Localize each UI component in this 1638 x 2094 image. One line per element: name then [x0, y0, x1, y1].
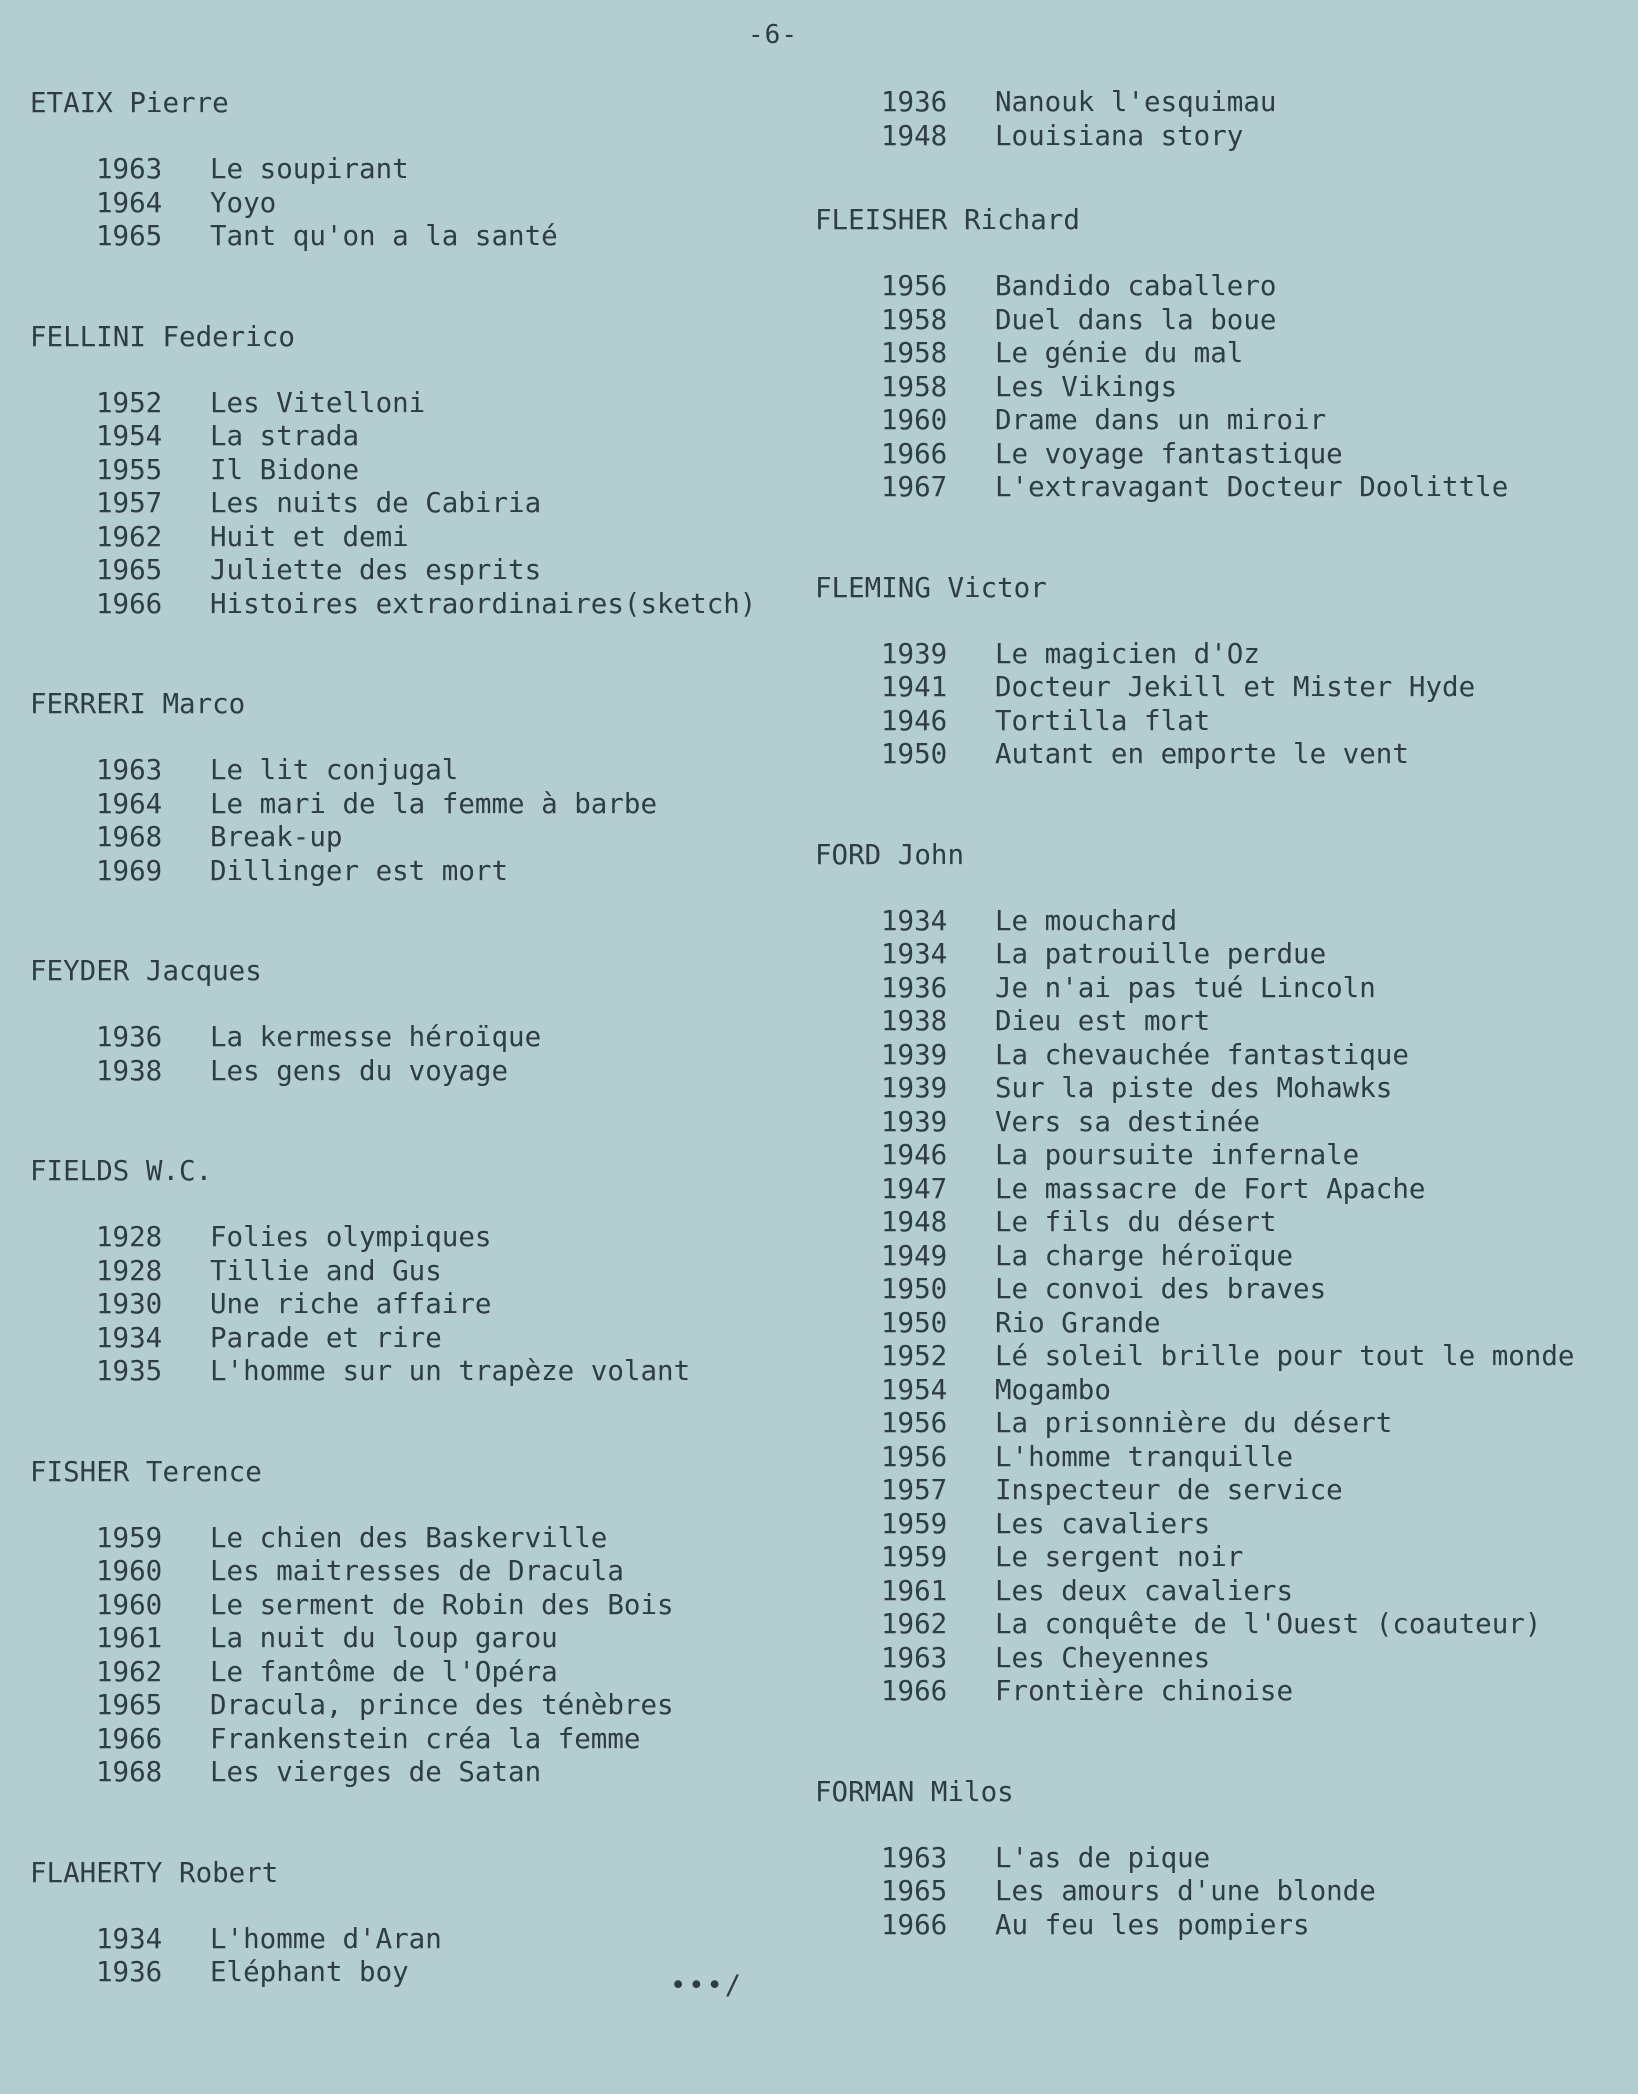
film-year: 1961	[96, 1622, 163, 1654]
film-entry	[30, 1622, 790, 1656]
film-year: 1964	[96, 186, 163, 219]
film-title: Les amours d'une blonde	[995, 1875, 1376, 1907]
film-year: 1958	[881, 370, 948, 403]
film-entry	[815, 1474, 1615, 1508]
film-entry	[815, 905, 1615, 939]
film-title: Juliette des esprits	[210, 554, 542, 586]
film-year: 1938	[881, 1005, 948, 1037]
film-title: Dieu est mort	[995, 1005, 1211, 1037]
film-entry	[815, 304, 1615, 338]
film-title: Les Cheyennes	[995, 1641, 1211, 1674]
film-title: L'homme d'Aran	[210, 1922, 442, 1955]
film-title: Huit et demi	[210, 520, 409, 553]
director-block	[815, 838, 1615, 1709]
director-name: FLEISHER Richard	[815, 204, 1080, 236]
film-title: La poursuite infernale	[995, 1139, 1360, 1171]
film-entry	[30, 220, 790, 254]
film-title: Les nuits de Cabiria	[210, 487, 542, 519]
film-year: 1956	[881, 270, 948, 302]
film-entry	[815, 1273, 1615, 1307]
film-title: Le lit conjugal	[210, 754, 459, 786]
director-block	[815, 86, 1615, 153]
film-title: Les maitresses de Dracula	[210, 1555, 624, 1587]
film-title: Frankenstein créa la femme	[210, 1722, 641, 1755]
film-year: 1939	[881, 1072, 948, 1104]
film-title: Le serment de Robin des Bois	[210, 1588, 674, 1621]
film-year: 1946	[881, 704, 948, 737]
right-column	[815, 86, 1615, 2008]
film-entry	[815, 1642, 1615, 1676]
film-year: 1962	[96, 1655, 163, 1688]
film-year: 1936	[96, 1956, 163, 1988]
film-year: 1948	[881, 1206, 948, 1238]
film-list	[815, 1842, 1615, 1943]
film-title: Je n'ai pas tué Lincoln	[995, 971, 1376, 1004]
film-year: 1947	[881, 1172, 948, 1205]
film-list	[30, 387, 790, 622]
director-block	[30, 954, 790, 1088]
film-title: Drame dans un miroir	[995, 404, 1327, 436]
film-title: La conquête de l'Ouest (coauteur)	[995, 1608, 1542, 1640]
film-title: Autant en emporte le vent	[995, 738, 1409, 770]
film-entry	[815, 1106, 1615, 1140]
film-entry	[30, 487, 790, 521]
film-title: Tillie and Gus	[210, 1254, 442, 1287]
film-title: Les cavaliers	[995, 1507, 1211, 1540]
film-title: Les gens du voyage	[210, 1054, 509, 1087]
film-entry	[815, 1575, 1615, 1609]
film-title: Dillinger est mort	[210, 854, 509, 887]
film-entry	[815, 120, 1615, 154]
film-entry	[815, 1173, 1615, 1207]
film-title: La strada	[210, 420, 360, 452]
film-year: 1955	[96, 453, 163, 486]
film-entry	[30, 554, 790, 588]
film-year: 1968	[96, 1756, 163, 1788]
film-entry	[815, 337, 1615, 371]
film-year: 1950	[881, 1273, 948, 1305]
film-list	[30, 1021, 790, 1088]
film-title: Le génie du mal	[995, 337, 1244, 369]
film-entry	[30, 153, 790, 187]
film-year: 1965	[881, 1875, 948, 1907]
film-title: Bandido caballero	[995, 270, 1277, 302]
film-year: 1965	[96, 554, 163, 586]
film-title: L'homme tranquille	[995, 1440, 1294, 1473]
film-year: 1934	[881, 904, 948, 937]
film-title: Yoyo	[210, 186, 277, 219]
film-title: Le chien des Baskerville	[210, 1521, 608, 1554]
left-column	[30, 86, 790, 2056]
film-title: Duel dans la boue	[995, 303, 1277, 336]
film-entry	[30, 1923, 790, 1957]
film-entry	[815, 1508, 1615, 1542]
film-entry	[30, 788, 790, 822]
continuation-mark: •••/	[670, 1970, 744, 2001]
film-year: 1966	[881, 1908, 948, 1941]
film-entry	[815, 1139, 1615, 1173]
film-list	[30, 754, 790, 888]
film-title: Les Vitelloni	[210, 386, 426, 419]
film-title: L'as de pique	[995, 1841, 1211, 1874]
film-title: L'homme sur un trapèze volant	[210, 1355, 691, 1387]
film-entry	[30, 1055, 790, 1089]
film-year: 1966	[881, 437, 948, 470]
film-year: 1954	[96, 420, 163, 452]
film-title: Le soupirant	[210, 153, 409, 185]
film-entry	[30, 1355, 790, 1389]
film-year: 1959	[881, 1507, 948, 1540]
film-title: Sur la piste des Mohawks	[995, 1072, 1393, 1104]
film-year: 1939	[881, 1038, 948, 1071]
film-title: Mogambo	[995, 1373, 1111, 1406]
film-list	[815, 270, 1615, 505]
film-entry	[815, 1240, 1615, 1274]
film-year: 1967	[881, 471, 948, 503]
film-title: Vers sa destinée	[995, 1105, 1260, 1138]
film-year: 1966	[96, 1722, 163, 1755]
film-year: 1952	[881, 1340, 948, 1372]
film-year: 1934	[96, 1321, 163, 1354]
film-list	[815, 86, 1615, 153]
film-title: La charge héroïque	[995, 1239, 1294, 1272]
film-entry	[815, 938, 1615, 972]
film-entry	[30, 1589, 790, 1623]
film-year: 1966	[96, 587, 163, 620]
film-entry	[815, 1206, 1615, 1240]
film-year: 1936	[96, 1021, 163, 1053]
director-block	[815, 571, 1615, 772]
film-title: Les Vikings	[995, 370, 1178, 403]
director-name: FORMAN Milos	[815, 1775, 1014, 1808]
director-block	[30, 320, 790, 622]
film-year: 1941	[881, 671, 948, 703]
film-title: Il Bidone	[210, 453, 360, 486]
film-title: Dracula, prince des ténèbres	[210, 1689, 674, 1721]
film-entry	[30, 387, 790, 421]
film-list	[30, 1522, 790, 1790]
film-year: 1939	[881, 637, 948, 670]
director-block	[30, 687, 790, 888]
film-year: 1963	[881, 1641, 948, 1674]
film-title: L'extravagant Docteur Doolittle	[995, 471, 1509, 503]
film-year: 1949	[881, 1239, 948, 1272]
film-entry	[30, 1021, 790, 1055]
film-entry	[815, 1374, 1615, 1408]
director-name: FERRERI Marco	[30, 688, 246, 720]
film-title: Le sergent noir	[995, 1541, 1244, 1573]
film-year: 1965	[96, 1689, 163, 1721]
film-year: 1961	[881, 1574, 948, 1607]
film-title: Le massacre de Fort Apache	[995, 1172, 1426, 1205]
film-year: 1962	[96, 520, 163, 553]
film-entry	[815, 371, 1615, 405]
film-entry	[815, 1441, 1615, 1475]
film-entry	[815, 1675, 1615, 1709]
film-year: 1958	[881, 337, 948, 369]
film-year: 1966	[881, 1675, 948, 1707]
film-entry	[30, 1723, 790, 1757]
film-title: Louisiana story	[995, 119, 1244, 152]
film-year: 1935	[96, 1355, 163, 1387]
film-entry	[815, 1307, 1615, 1341]
film-year: 1950	[881, 1306, 948, 1339]
film-title: Histoires extraordinaires(sketch)	[210, 587, 757, 620]
film-title: Le convoi des braves	[995, 1273, 1327, 1305]
director-block	[815, 203, 1615, 505]
director-block	[30, 1455, 790, 1790]
film-year: 1936	[881, 971, 948, 1004]
film-year: 1960	[96, 1588, 163, 1621]
film-year: 1957	[881, 1474, 948, 1506]
film-entry	[30, 1555, 790, 1589]
film-year: 1958	[881, 303, 948, 336]
film-title: La prisonnière du désert	[995, 1407, 1393, 1439]
film-entry	[815, 1875, 1615, 1909]
film-entry	[815, 972, 1615, 1006]
film-title: Le fils du désert	[995, 1206, 1277, 1238]
film-year: 1963	[96, 153, 163, 185]
film-year: 1960	[96, 1555, 163, 1587]
film-entry	[30, 821, 790, 855]
film-year: 1965	[96, 220, 163, 252]
film-year: 1959	[881, 1541, 948, 1573]
film-list	[30, 153, 790, 254]
film-title: Le magicien d'Oz	[995, 637, 1260, 670]
film-title: Parade et rire	[210, 1321, 442, 1354]
film-title: Docteur Jekill et Mister Hyde	[995, 671, 1476, 703]
film-title: Inspecteur de service	[995, 1474, 1343, 1506]
film-title: Rio Grande	[995, 1306, 1161, 1339]
film-entry	[815, 1039, 1615, 1073]
film-title: Eléphant boy	[210, 1956, 409, 1988]
film-entry	[30, 420, 790, 454]
film-entry	[815, 1842, 1615, 1876]
director-block	[30, 1154, 790, 1389]
film-year: 1962	[881, 1608, 948, 1640]
film-year: 1946	[881, 1139, 948, 1171]
film-entry	[30, 754, 790, 788]
film-entry	[815, 638, 1615, 672]
film-year: 1963	[96, 754, 163, 786]
film-title: Une riche affaire	[210, 1288, 492, 1320]
film-entry	[815, 404, 1615, 438]
director-name: FLAHERTY Robert	[30, 1856, 279, 1889]
film-year: 1952	[96, 386, 163, 419]
film-entry	[815, 438, 1615, 472]
film-title: Tant qu'on a la santé	[210, 220, 558, 252]
director-name: ETAIX Pierre	[30, 87, 229, 119]
film-title: Nanouk l'esquimau	[995, 86, 1277, 118]
film-title: La kermesse héroïque	[210, 1021, 542, 1053]
film-entry	[815, 1608, 1615, 1642]
film-entry	[815, 738, 1615, 772]
film-entry	[30, 1756, 790, 1790]
director-block	[30, 86, 790, 254]
film-entry	[30, 1656, 790, 1690]
film-entry	[30, 855, 790, 889]
film-year: 1950	[881, 738, 948, 770]
film-year: 1968	[96, 821, 163, 853]
film-entry	[815, 1407, 1615, 1441]
film-entry	[30, 1522, 790, 1556]
director-name: FORD John	[815, 838, 965, 871]
film-year: 1956	[881, 1407, 948, 1439]
film-entry	[815, 86, 1615, 120]
film-year: 1936	[881, 86, 948, 118]
film-year: 1928	[96, 1221, 163, 1253]
film-entry	[815, 671, 1615, 705]
film-list	[30, 1221, 790, 1389]
film-entry	[30, 588, 790, 622]
film-title: Tortilla flat	[995, 704, 1211, 737]
film-year: 1939	[881, 1105, 948, 1138]
film-title: Lé soleil brille pour tout le monde	[995, 1340, 1575, 1372]
film-title: Les vierges de Satan	[210, 1756, 542, 1788]
film-entry	[30, 1689, 790, 1723]
film-title: La patrouille perdue	[995, 938, 1327, 970]
film-year: 1959	[96, 1521, 163, 1554]
film-entry	[30, 454, 790, 488]
film-entry	[815, 1541, 1615, 1575]
film-title: La chevauchée fantastique	[995, 1038, 1409, 1071]
director-block	[815, 1775, 1615, 1943]
film-year: 1969	[96, 854, 163, 887]
film-list	[815, 905, 1615, 1709]
film-year: 1956	[881, 1440, 948, 1473]
film-year: 1963	[881, 1841, 948, 1874]
film-year: 1948	[881, 119, 948, 152]
director-name: FEYDER Jacques	[30, 955, 262, 987]
film-title: Le fantôme de l'Opéra	[210, 1655, 558, 1688]
film-entry	[30, 187, 790, 221]
film-entry	[815, 705, 1615, 739]
film-year: 1934	[96, 1922, 163, 1955]
film-entry	[815, 270, 1615, 304]
film-title: Les deux cavaliers	[995, 1574, 1294, 1607]
film-entry	[815, 1072, 1615, 1106]
film-title: Le mari de la femme à barbe	[210, 787, 658, 820]
film-entry	[30, 1288, 790, 1322]
director-name: FLEMING Victor	[815, 571, 1047, 604]
film-list	[815, 638, 1615, 772]
film-entry	[30, 1322, 790, 1356]
film-entry	[30, 521, 790, 555]
film-title: La nuit du loup garou	[210, 1622, 558, 1654]
film-year: 1960	[881, 404, 948, 436]
film-title: Le mouchard	[995, 904, 1178, 937]
film-entry	[815, 471, 1615, 505]
film-year: 1954	[881, 1373, 948, 1406]
film-year: 1928	[96, 1254, 163, 1287]
film-title: Frontière chinoise	[995, 1675, 1294, 1707]
film-title: Break-up	[210, 821, 343, 853]
film-entry	[30, 1221, 790, 1255]
director-name: FISHER Terence	[30, 1455, 262, 1488]
film-entry	[815, 1340, 1615, 1374]
film-title: Au feu les pompiers	[995, 1908, 1310, 1941]
page-number: -6-	[748, 20, 798, 50]
film-entry	[815, 1909, 1615, 1943]
film-year: 1964	[96, 787, 163, 820]
film-year: 1938	[96, 1054, 163, 1087]
film-year: 1934	[881, 938, 948, 970]
film-entry	[30, 1255, 790, 1289]
film-title: Folies olympiques	[210, 1221, 492, 1253]
director-name: FIELDS W.C.	[30, 1155, 213, 1187]
film-title: Le voyage fantastique	[995, 437, 1343, 470]
film-year: 1957	[96, 487, 163, 519]
film-year: 1930	[96, 1288, 163, 1320]
director-name: FELLINI Federico	[30, 320, 295, 353]
film-entry	[815, 1005, 1615, 1039]
